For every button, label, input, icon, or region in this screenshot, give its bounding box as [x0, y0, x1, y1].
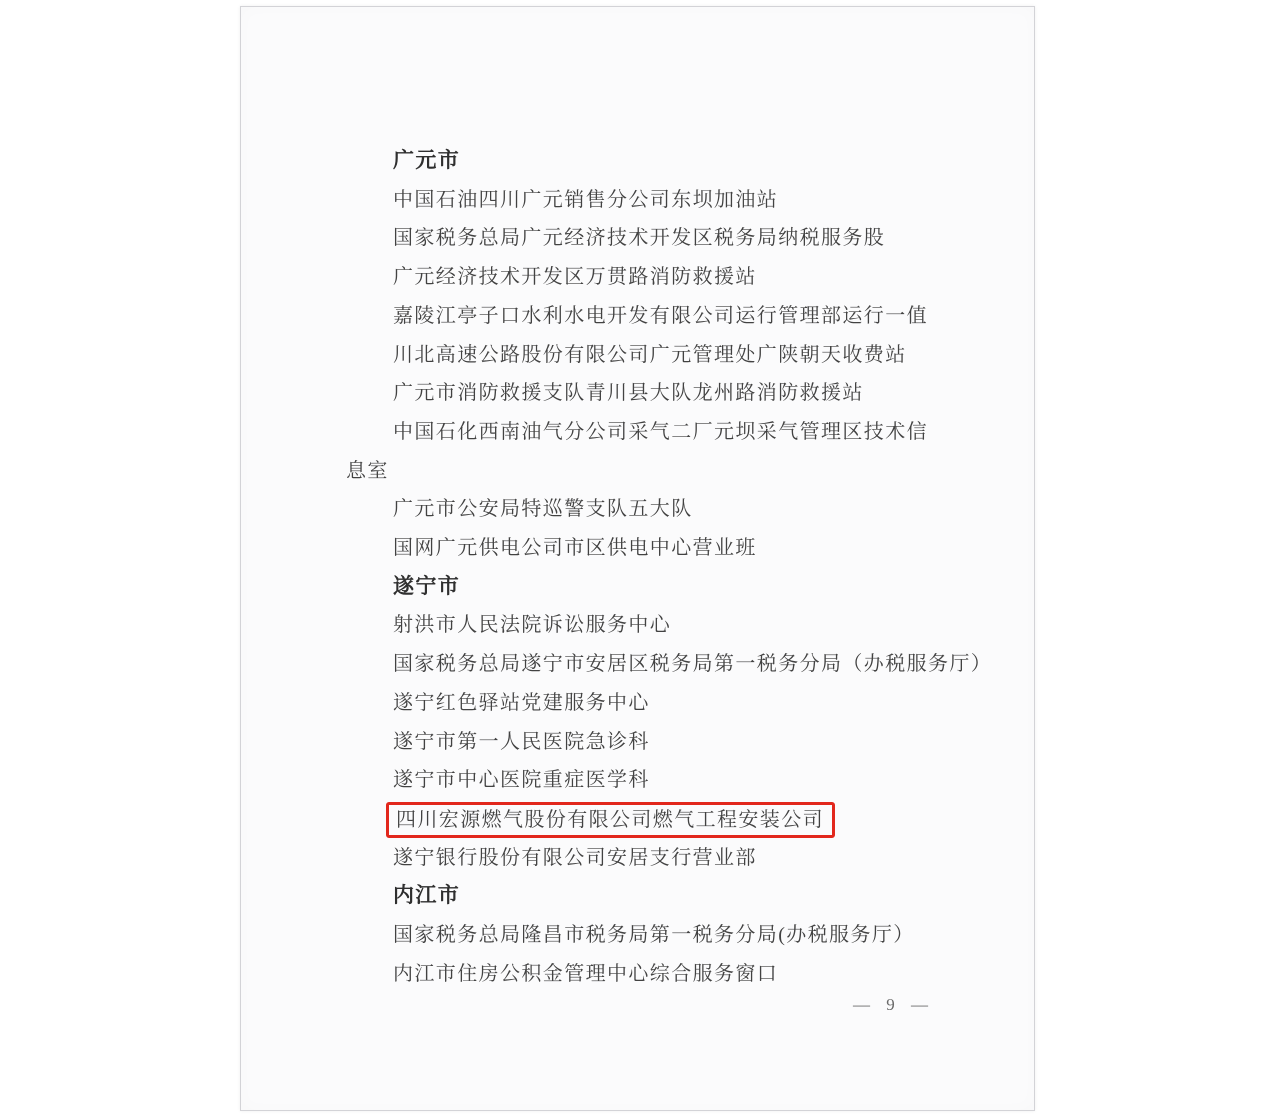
org-list-item: 遂宁市中心医院重症医学科 — [393, 769, 650, 792]
org-list-item: 国家税务总局隆昌市税务局第一税务分局(办税服务厅） — [393, 924, 915, 947]
org-list-item: 川北高速公路股份有限公司广元管理处广陕朝天收费站 — [393, 343, 907, 366]
org-list-item: 内江市住房公积金管理中心综合服务窗口 — [393, 962, 779, 985]
organization-list — [346, 142, 1006, 993]
document-page — [240, 6, 1035, 1111]
highlight-box: 四川宏源燃气股份有限公司燃气工程安装公司 — [386, 802, 835, 838]
org-list-item: 遂宁市第一人民医院急诊科 — [393, 730, 650, 753]
org-list-item: 广元市公安局特巡警支队五大队 — [393, 498, 693, 521]
city-section-header: 内江市 — [393, 884, 461, 908]
org-list-item: 广元经济技术开发区万贯路消防救援站 — [393, 266, 757, 289]
org-list-item — [346, 800, 1006, 839]
org-list-item: 中国石油四川广元销售分公司东坝加油站 — [393, 188, 779, 211]
city-section-header: 广元市 — [393, 149, 461, 172]
org-list-item: 国家税务总局遂宁市安居区税务局第一税务分局（办税服务厅） — [393, 653, 993, 676]
org-list-item: 中国石化西南油气分公司采气二厂元坝采气管理区技术信 — [393, 420, 928, 443]
org-list-item: 国家税务总局广元经济技术开发区税务局纳税服务股 — [393, 227, 886, 250]
city-section-header: 遂宁市 — [393, 574, 461, 598]
page-number: — 9 — — [853, 995, 929, 1014]
org-list-item: 遂宁银行股份有限公司安居支行营业部 — [393, 846, 757, 869]
org-list-item: 广元市消防救援支队青川县大队龙州路消防救援站 — [393, 382, 864, 405]
org-list-item: 嘉陵江亭子口水利水电开发有限公司运行管理部运行一值 — [393, 304, 928, 327]
org-list-item: 遂宁红色驿站党建服务中心 — [393, 691, 650, 714]
org-list-item-continuation: 息室 — [346, 459, 389, 482]
org-list-item: 射洪市人民法院诉讼服务中心 — [393, 614, 672, 637]
org-list-item: 国网广元供电公司市区供电中心营业班 — [393, 537, 757, 560]
